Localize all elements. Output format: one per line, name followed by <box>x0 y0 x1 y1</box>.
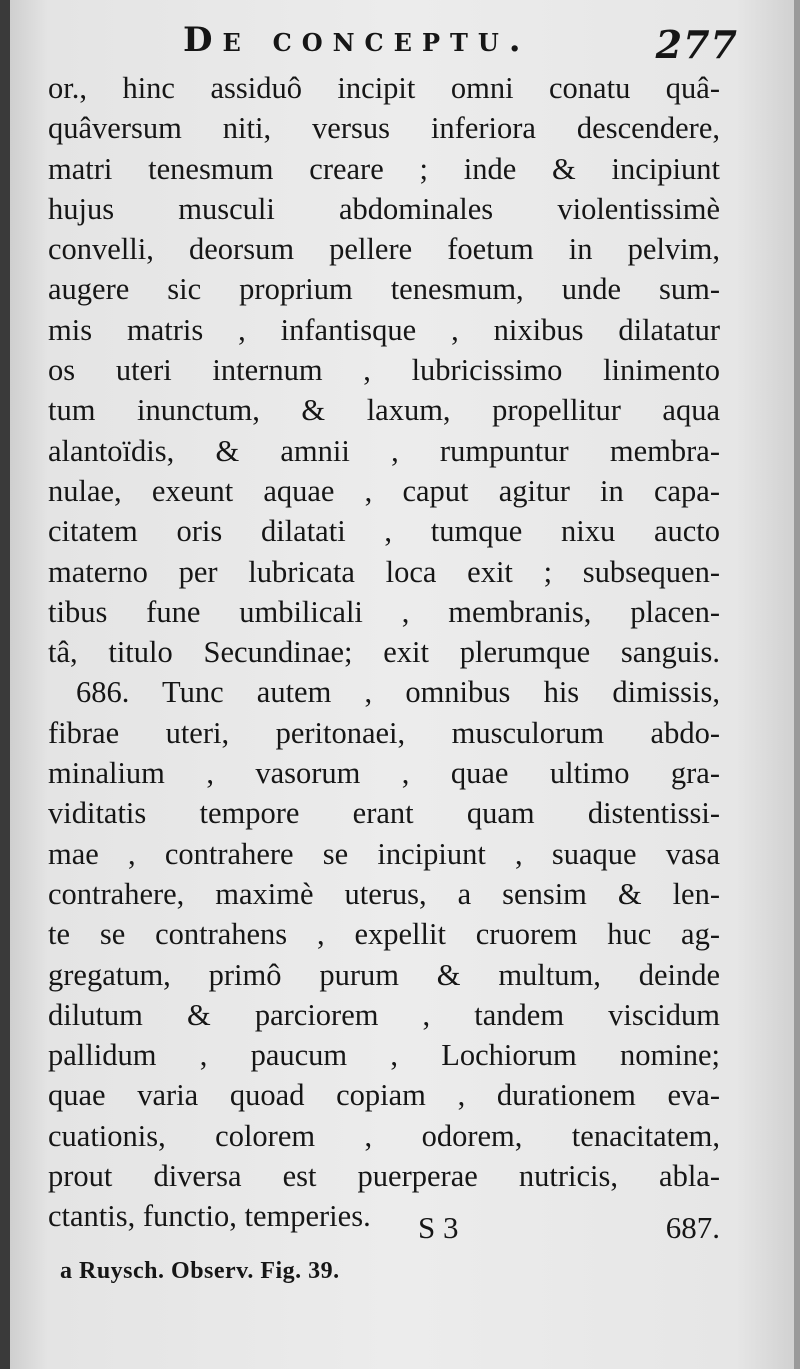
running-title: De conceptu. <box>183 20 531 60</box>
text-line: dilutum & parciorem , tandem viscidum <box>48 997 720 1032</box>
paragraph-start-line: 686. Tunc autem , omnibus his dimissis, <box>76 675 720 710</box>
text-line: mae , contrahere se incipiunt , suaque vasa <box>48 836 720 871</box>
text-line: os uteri internum , lubricissimo linimento <box>48 353 720 388</box>
text-line: nulae, exeunt aquae , caput agitur in capa- <box>48 473 720 508</box>
text-line: convelli, deorsum pellere foetum in pelvim, <box>48 232 720 267</box>
text-line: mis matris , infantisque , nixibus dilatatur <box>48 312 720 347</box>
text-line: quâversum niti, versus inferiora descendere, <box>48 111 720 146</box>
text-line: pallidum , paucum , Lochiorum nomine; <box>48 1038 720 1073</box>
text-line: hujus musculi abdominales violentissimè <box>48 191 720 226</box>
text-line: citatem oris dilatati , tumque nixu aucto <box>48 514 720 549</box>
text-line: contrahere, maximè uterus, a sensim & len- <box>48 876 720 911</box>
page-number: 277 <box>655 22 738 67</box>
text-line: cuationis, colorem , odorem, tenacitatem, <box>48 1118 720 1153</box>
page-edge <box>794 0 800 1369</box>
text-line: alantoïdis, & amnii , rumpuntur membra- <box>48 433 720 468</box>
text-line: prout diversa est puerperae nutricis, abla- <box>48 1159 720 1194</box>
running-head <box>48 18 738 68</box>
text-line: tibus fune umbilicali , membranis, placen- <box>48 594 720 629</box>
text-line: ctantis, functio, temperies. <box>48 1199 371 1234</box>
text-line: tum inunctum, & laxum, propellitur aqua <box>48 393 720 428</box>
catchword: 687. <box>665 1210 720 1245</box>
text-line: quae varia quoad copiam , durationem eva- <box>48 1078 720 1113</box>
page-gutter-shadow <box>0 0 10 1369</box>
page-footer <box>48 1210 720 1254</box>
signature-mark: S 3 <box>418 1210 459 1245</box>
text-line: or., hinc assiduô incipit omni conatu quâ- <box>48 71 720 105</box>
text-line: tâ, titulo Secundinae; exit plerumque sanguis. <box>48 635 720 670</box>
text-line: materno per lubricata loca exit ; subsequen- <box>48 554 720 589</box>
text-line: minalium , vasorum , quae ultimo gra- <box>48 756 720 791</box>
text-line: gregatum, primô purum & multum, deinde <box>48 957 720 992</box>
text-line: augere sic proprium tenesmum, unde sum- <box>48 272 720 307</box>
text-line: viditatis tempore erant quam distentissi- <box>48 796 720 831</box>
body-text <box>48 68 720 1237</box>
text-line: te se contrahens , expellit cruorem huc ag- <box>48 917 720 952</box>
text-line: fibrae uteri, peritonaei, musculorum abdo- <box>48 715 720 750</box>
footnote: a Ruysch. Observ. Fig. 39. <box>60 1258 340 1284</box>
text-line: matri tenesmum creare ; inde & incipiunt <box>48 151 720 186</box>
